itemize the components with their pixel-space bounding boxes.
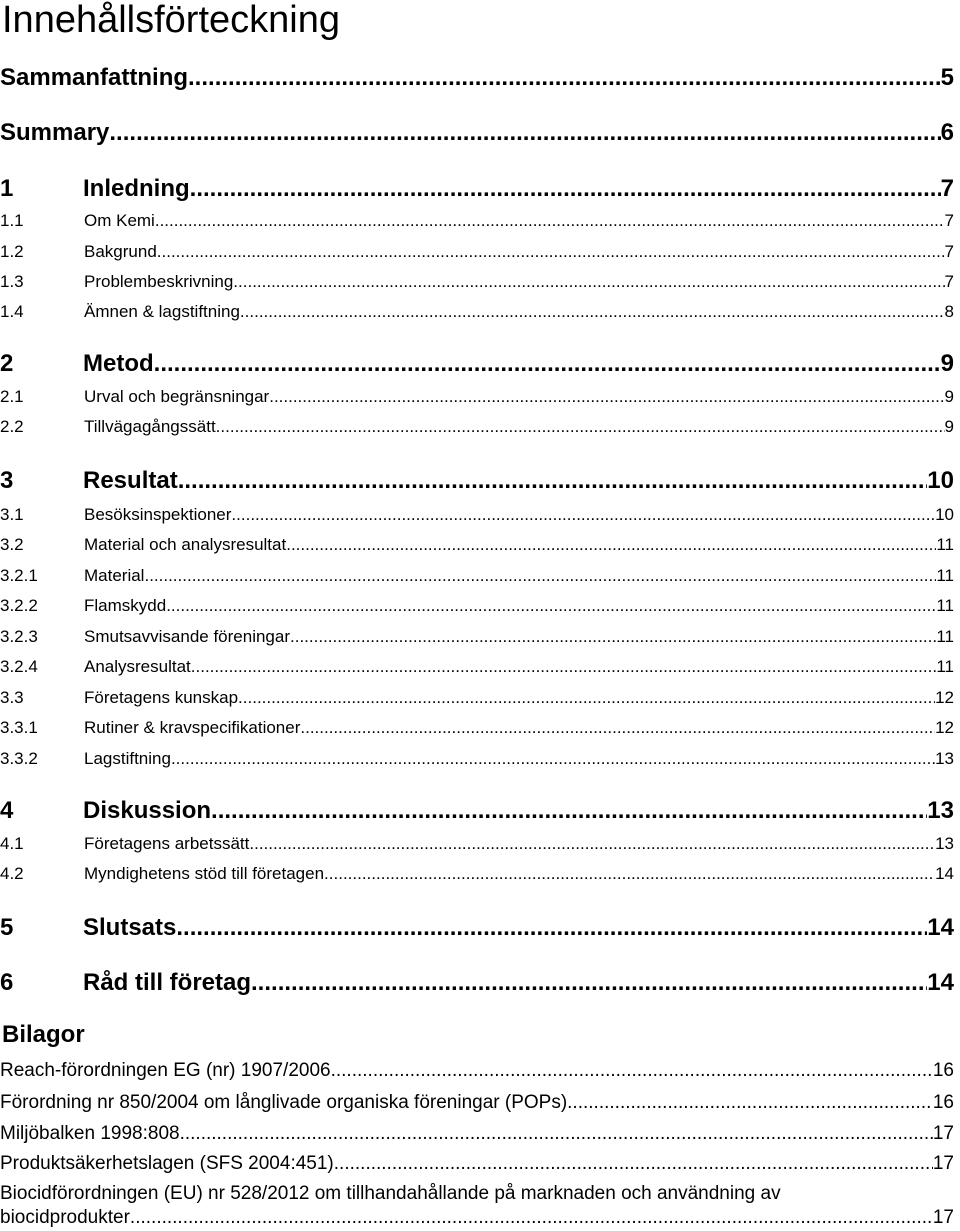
toc-section[interactable]	[0, 688, 954, 708]
appendix-entry-label: biocidprodukter	[0, 1207, 130, 1228]
toc-section-label: Flamskydd	[84, 596, 167, 615]
toc-section[interactable]	[0, 387, 954, 407]
appendix-entry-page: 17	[932, 1153, 954, 1174]
leader-dots	[240, 302, 945, 322]
toc-section-number: 4.1	[0, 834, 24, 853]
appendix-entry-page: 16	[932, 1060, 954, 1081]
toc-section[interactable]	[0, 657, 954, 677]
toc-section-label: Urval och begränsningar	[84, 387, 270, 406]
leader-dots	[300, 718, 935, 738]
toc-section-label: Besöksinspektioner	[84, 505, 232, 524]
toc-section[interactable]	[0, 242, 954, 262]
toc-section-number: 3.3	[0, 688, 24, 707]
toc-entry-sammanfattning[interactable]	[0, 64, 954, 92]
leader-dots	[269, 387, 944, 407]
toc-chapter-4[interactable]	[0, 797, 954, 825]
appendix-entry-label: Miljöbalken 1998:808	[0, 1123, 180, 1144]
toc-section[interactable]	[0, 211, 954, 231]
toc-section[interactable]	[0, 627, 954, 647]
toc-entry-page: 5	[940, 64, 954, 91]
leader-dots	[286, 535, 936, 555]
appendix-entry[interactable]	[0, 1123, 954, 1145]
toc-chapter-label: Inledning	[83, 175, 190, 202]
toc-section-page: 10	[935, 505, 954, 524]
toc-chapter-number: 5	[0, 914, 14, 941]
toc-chapter-1[interactable]	[0, 175, 954, 203]
leader-dots	[249, 834, 935, 854]
toc-section-label: Företagens kunskap	[84, 688, 239, 707]
toc-section-label: Problembeskrivning	[84, 272, 234, 291]
toc-section-label: Analysresultat	[84, 657, 191, 676]
appendix-entry-page: 16	[932, 1092, 954, 1113]
leader-dots	[155, 211, 945, 231]
toc-section-page: 14	[935, 864, 954, 883]
toc-section-label: Material och analysresultat	[84, 535, 287, 554]
leader-dots	[166, 596, 936, 616]
toc-section-number: 3.2.4	[0, 657, 38, 676]
leader-dots	[231, 505, 935, 525]
appendix-entry-wrapped-line[interactable]: Biocidförordningen (EU) nr 528/2012 om tillhandahållande på marknaden och användning av	[0, 1183, 781, 1204]
appendix-entry-label: Förordning nr 850/2004 om långlivade organiska föreningar (POPs)	[0, 1092, 568, 1113]
toc-chapter-number: 4	[0, 797, 14, 824]
toc-chapter-number: 2	[0, 350, 14, 377]
toc-chapter-page: 14	[927, 914, 954, 941]
toc-section[interactable]	[0, 535, 954, 555]
toc-section-page: 9	[944, 387, 954, 406]
leader-dots	[109, 119, 940, 147]
leader-dots	[216, 417, 945, 437]
toc-section-number: 1.1	[0, 211, 24, 230]
leader-dots	[334, 1153, 933, 1175]
toc-chapter-3[interactable]	[0, 467, 954, 495]
leader-dots	[324, 864, 935, 884]
toc-section-page: 7	[944, 272, 954, 291]
leader-dots	[157, 242, 945, 262]
toc-section-label: Smutsavvisande föreningar	[84, 627, 291, 646]
toc-section[interactable]	[0, 596, 954, 616]
appendix-entry-label: Produktsäkerhetslagen (SFS 2004:451)	[0, 1153, 334, 1174]
toc-section-label: Rutiner & kravspecifikationer	[84, 718, 301, 737]
toc-section-number: 3.2.2	[0, 596, 38, 615]
toc-chapter-page: 14	[927, 969, 954, 996]
leader-dots	[144, 566, 936, 586]
toc-section-number: 3.3.2	[0, 749, 38, 768]
toc-section-page: 11	[936, 627, 954, 646]
leader-dots	[251, 969, 927, 997]
toc-section-label: Lagstiftning	[84, 749, 171, 768]
toc-section[interactable]	[0, 417, 954, 437]
toc-section-page: 11	[936, 657, 954, 676]
toc-section-page: 7	[944, 211, 954, 230]
toc-entry-label: Summary	[0, 119, 110, 146]
toc-section-number: 1.4	[0, 302, 24, 321]
toc-section[interactable]	[0, 718, 954, 738]
toc-title: Innehållsförteckning	[2, 0, 340, 41]
toc-section-number: 2.2	[0, 417, 24, 436]
toc-section-page: 11	[936, 566, 954, 585]
toc-chapter-number: 3	[0, 467, 14, 494]
toc-section-number: 4.2	[0, 864, 24, 883]
appendix-entry-label: Reach-förordningen EG (nr) 1907/2006	[0, 1060, 331, 1081]
toc-chapter-page: 7	[940, 175, 954, 202]
toc-section[interactable]	[0, 302, 954, 322]
toc-chapter-page: 10	[927, 467, 954, 494]
toc-section[interactable]	[0, 749, 954, 769]
appendix-entry-page: 17	[932, 1207, 954, 1228]
leader-dots	[188, 64, 941, 92]
appendix-entry[interactable]	[0, 1060, 954, 1082]
toc-section[interactable]	[0, 834, 954, 854]
toc-section-page: 12	[935, 688, 954, 707]
toc-section-label: Tillvägagångssätt	[84, 417, 216, 436]
toc-chapter-label: Resultat	[83, 467, 178, 494]
leader-dots	[178, 467, 928, 495]
toc-chapter-label: Råd till företag	[83, 969, 252, 996]
toc-section-page: 8	[944, 302, 954, 321]
toc-section[interactable]	[0, 505, 954, 525]
toc-section-page: 11	[936, 596, 954, 615]
toc-chapter-6[interactable]	[0, 969, 954, 997]
appendix-entry[interactable]	[0, 1207, 954, 1229]
toc-section[interactable]	[0, 272, 954, 292]
toc-chapter-page: 9	[940, 350, 954, 377]
leader-dots	[233, 272, 944, 292]
toc-entry-page: 6	[940, 119, 954, 146]
appendix-entry[interactable]	[0, 1153, 954, 1175]
toc-section-number: 3.2	[0, 535, 24, 554]
leader-dots	[154, 350, 941, 378]
leader-dots	[180, 1123, 933, 1145]
toc-chapter-number: 6	[0, 969, 14, 996]
toc-chapter-label: Diskussion	[83, 797, 212, 824]
toc-section-number: 2.1	[0, 387, 24, 406]
toc-section-label: Ämnen & lagstiftning	[84, 302, 240, 321]
leader-dots	[190, 175, 941, 203]
toc-section-number: 3.2.1	[0, 566, 38, 585]
toc-section-page: 11	[936, 535, 954, 554]
toc-section[interactable]	[0, 566, 954, 586]
toc-chapter-label: Slutsats	[83, 914, 177, 941]
appendix-entry[interactable]	[0, 1092, 954, 1114]
leader-dots	[567, 1092, 933, 1114]
leader-dots	[130, 1207, 933, 1229]
toc-section-label: Om Kemi	[84, 211, 155, 230]
appendix-heading: Bilagor	[2, 1021, 85, 1048]
toc-chapter-2[interactable]	[0, 350, 954, 378]
leader-dots	[176, 914, 927, 942]
leader-dots	[171, 749, 935, 769]
toc-section-number: 1.2	[0, 242, 24, 261]
toc-section-number: 3.3.1	[0, 718, 38, 737]
toc-section-label: Företagens arbetssätt	[84, 834, 250, 853]
toc-entry-summary[interactable]	[0, 119, 954, 147]
leader-dots	[331, 1060, 933, 1082]
leader-dots	[238, 688, 935, 708]
toc-section-page: 13	[935, 749, 954, 768]
toc-section-label: Material	[84, 566, 145, 585]
toc-section-number: 3.1	[0, 505, 24, 524]
toc-section-page: 12	[935, 718, 954, 737]
toc-section-page: 9	[944, 417, 954, 436]
leader-dots	[290, 627, 936, 647]
leader-dots	[211, 797, 927, 825]
leader-dots	[191, 657, 937, 677]
toc-chapter-label: Metod	[83, 350, 154, 377]
toc-section-number: 3.2.3	[0, 627, 38, 646]
toc-section-label: Myndighetens stöd till företagen	[84, 864, 325, 883]
toc-entry-label: Sammanfattning	[0, 64, 189, 91]
toc-section-number: 1.3	[0, 272, 24, 291]
toc-section-page: 7	[944, 242, 954, 261]
appendix-entry-page: 17	[932, 1123, 954, 1144]
toc-section-page: 13	[935, 834, 954, 853]
toc-chapter-page: 13	[927, 797, 954, 824]
toc-chapter-number: 1	[0, 175, 14, 202]
toc-chapter-5[interactable]	[0, 914, 954, 942]
toc-section-label: Bakgrund	[84, 242, 157, 261]
toc-section[interactable]	[0, 864, 954, 884]
